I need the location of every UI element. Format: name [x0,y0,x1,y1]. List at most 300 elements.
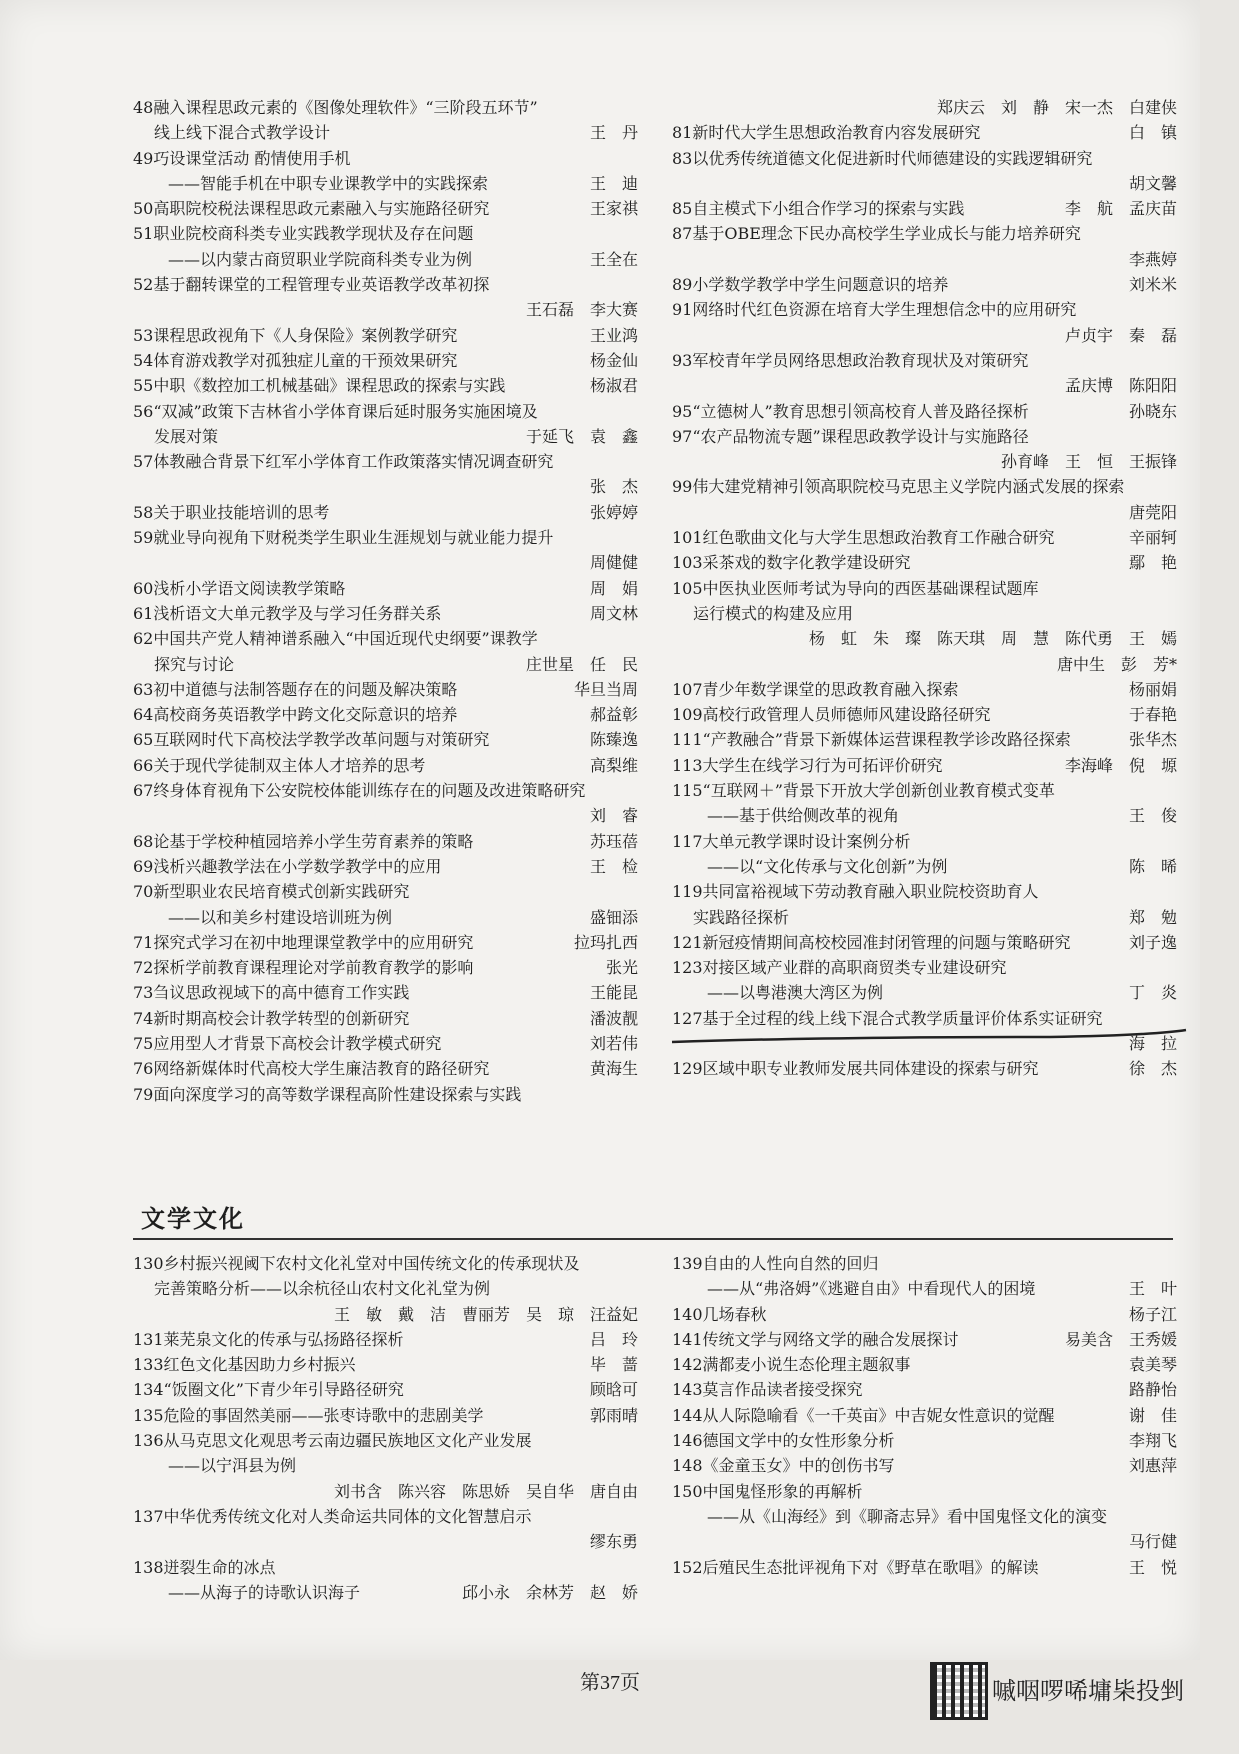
toc-entry [672,120,1177,145]
toc-entry-author: 王 检 [589,856,638,876]
toc-entry-title: 54体育游戏教学对孤独症儿童的干预效果研究 [133,350,458,370]
toc-entry-author: 盛钿添 [589,907,638,927]
toc-entry [672,778,1177,803]
toc-entry-author: 郝益彰 [589,705,638,725]
pen-underline-mark [670,1024,1190,1050]
toc-entry [133,1453,638,1478]
toc-entry-title: 131莱芜泉文化的传承与弘扬路径探析 [133,1329,404,1349]
toc-entry [133,829,638,854]
toc-entry-author: 拉玛扎西 [573,932,638,952]
toc-page-number: 70 [133,882,154,902]
toc-entry-title: ——以“文化传承与文化创新”为例 [707,856,948,876]
toc-entry [672,829,1177,854]
toc-entry-title: 138迸裂生命的冰点 [133,1557,276,1577]
toc-entry-author: 王全在 [589,249,638,269]
toc-entry [672,272,1177,297]
toc-entry [672,500,1177,525]
toc-entry [672,550,1177,575]
toc-entry [672,1529,1177,1554]
toc-entry [672,1479,1177,1504]
toc-page-number: 148 [672,1456,703,1476]
toc-entry-author: 毕 蔷 [589,1355,638,1375]
toc-page-number: 71 [133,932,154,952]
toc-entry [672,221,1177,246]
toc-entry [672,146,1177,171]
toc-entry-title: 141传统文学与网络文学的融合发展探讨 [672,1329,959,1349]
toc-entry-title: 67终身体育视角下公安院校体能训练存在的问题及改进策略研究 [133,781,586,801]
toc-page-number: 66 [133,755,154,775]
toc-entry-author: 刘 睿 [589,806,638,826]
toc-entry [133,449,638,474]
toc-entry [133,171,638,196]
toc-entry-author: 于春艳 [1128,705,1177,725]
toc-entry [672,348,1177,373]
toc-entry [133,221,638,246]
toc-entry-title: 50高职院校税法课程思政元素融入与实施路径研究 [133,199,490,219]
toc-entry-title: 线上线下混合式教学设计 [154,123,331,143]
toc-entry-title: 148《金童玉女》中的创伤书写 [672,1456,895,1476]
toc-entry-title: 113大学生在线学习行为可拓评价研究 [672,755,943,775]
toc-entry-title: ——基于供给侧改革的视角 [707,806,900,826]
toc-entry [133,1276,638,1301]
toc-page-number: 97 [672,426,693,446]
toc-entry-author: 庄世星 任 民 [525,654,638,674]
toc-entry-title: 49巧设课堂活动 酌情使用手机 [133,148,351,168]
toc-entry [133,778,638,803]
toc-page-number: 68 [133,831,154,851]
toc-entry-author: 潘波靓 [589,1008,638,1028]
toc-entry [133,550,638,575]
toc-entry-title: 62中国共产党人精神谱系融入“中国近现代史纲要”课教学 [133,629,538,649]
toc-entry [672,905,1177,930]
toc-entry-title: 74新时期高校会计教学转型的创新研究 [133,1008,410,1028]
toc-page-number: 103 [672,553,703,573]
toc-entry-author: 黄海生 [589,1059,638,1079]
toc-page-number: 136 [133,1431,164,1451]
toc-entry-title: 150中国鬼怪形象的再解析 [672,1481,863,1501]
toc-entry-title: 97“农产品物流专题”课程思政教学设计与实施路径 [672,426,1029,446]
toc-entry [672,677,1177,702]
toc-entry-author: 王 叶 [1128,1279,1177,1299]
toc-entry [133,601,638,626]
toc-page-number: 115 [672,781,703,801]
toc-entry [133,753,638,778]
toc-entry [672,702,1177,727]
toc-entry [672,576,1177,601]
toc-page-number: 62 [133,629,154,649]
toc-page-number: 73 [133,983,154,1003]
toc-entry-title: 81新时代大学生思想政治教育内容发展研究 [672,123,981,143]
toc-page-number: 89 [672,275,693,295]
toc-page-number: 143 [672,1380,703,1400]
toc-page-number: 144 [672,1405,703,1425]
toc-page-number: 152 [672,1557,703,1577]
toc-entry-title: 115“互联网＋”背景下开放大学创新创业教育模式变革 [672,781,1055,801]
toc-page-number: 65 [133,730,154,750]
toc-entry [672,652,1177,677]
toc-entry-title: 111“产教融合”背景下新媒体运营课程教学诊改路径探索 [672,730,1071,750]
toc-entry [133,1403,638,1428]
toc-entry-author: 于延飞 袁 鑫 [525,426,638,446]
toc-entry [133,702,638,727]
toc-entry-title: 66关于现代学徒制双主体人才培养的思考 [133,755,426,775]
toc-entry [133,1529,638,1554]
toc-page-number: 123 [672,958,703,978]
toc-entry-author: 易美含 王秀媛 [1064,1329,1177,1349]
toc-entry-author: 胡文馨 [1128,173,1177,193]
toc-entry [672,1352,1177,1377]
toc-entry-author: 谢 佳 [1128,1405,1177,1425]
toc-entry-author: 杨子江 [1128,1304,1177,1324]
toc-column-left [133,95,638,1107]
toc-entry-title: 136从马克思文化观思考云南边疆民族地区文化产业发展 [133,1431,532,1451]
toc-page-number: 119 [672,882,703,902]
toc-entry [672,525,1177,550]
toc-entry [133,854,638,879]
toc-entry-author: 周 娟 [589,578,638,598]
toc-entry [672,1327,1177,1352]
toc-page-number: 130 [133,1254,164,1273]
toc-entry [672,1428,1177,1453]
toc-entry-author: 缪东勇 [589,1532,638,1552]
toc-entry-title: 60浅析小学语文阅读教学策略 [133,578,346,598]
toc-entry [672,1056,1177,1081]
toc-entry [133,525,638,550]
toc-entry-title: 99伟大建党精神引领高职院校马克思主义学院内涵式发展的探索 [672,477,1125,497]
toc-entry-author: 辛丽轲 [1128,528,1177,548]
toc-page-number: 139 [672,1254,703,1273]
toc-entry-title: 142满都麦小说生态伦理主题叙事 [672,1355,911,1375]
toc-entry [672,955,1177,980]
toc-entry [133,500,638,525]
toc-entry-title: 144从人际隐喻看《一千英亩》中吉妮女性意识的觉醒 [672,1405,1055,1425]
toc-entry-author: 郭雨晴 [589,1405,638,1425]
toc-page-number: 50 [133,199,154,219]
toc-entry-title: 57体教融合背景下红军小学体育工作政策落实情况调查研究 [133,452,554,472]
toc-entry [672,424,1177,449]
toc-entry [672,1377,1177,1402]
toc-page-number: 61 [133,603,154,623]
toc-entry-author: 白 镇 [1128,123,1177,143]
toc-entry-title: 133红色文化基因助力乡村振兴 [133,1355,356,1375]
toc-entry-author: 王业鸿 [589,325,638,345]
toc-entry [133,576,638,601]
toc-entry-title: 135危险的事固然美丽——张枣诗歌中的悲剧美学 [133,1405,484,1425]
toc-entry [133,803,638,828]
toc-entry-title: 53课程思政视角下《人身保险》案例教学研究 [133,325,458,345]
toc-entry-author: 马行健 [1128,1532,1177,1552]
toc-page-number: 140 [672,1304,703,1324]
toc-entry-title: 91网络时代红色资源在培育大学生理想信念中的应用研究 [672,300,1077,320]
toc-page-number: 81 [672,123,693,143]
toc-entry-author: 李 航 孟庆苗 [1064,199,1177,219]
toc-entry-author: 路静怡 [1128,1380,1177,1400]
toc-entry-title: 56“双减”政策下吉林省小学体育课后延时服务实施困境及 [133,401,538,421]
toc-entry-author: 卢贞宇 秦 磊 [1064,325,1177,345]
toc-entry-title: 87基于OBE理念下民办高校学生学业成长与能力培养研究 [672,224,1081,244]
toc-entry-title: 76网络新媒体时代高校大学生廉洁教育的路径研究 [133,1059,490,1079]
toc-page-number: 69 [133,856,154,876]
toc-entry-title: 83以优秀传统道德文化促进新时代师德建设的实践逻辑研究 [672,148,1093,168]
toc-entry [672,753,1177,778]
toc-entry-author: 刘惠萍 [1128,1456,1177,1476]
toc-page-number: 95 [672,401,693,421]
toc-page-number: 117 [672,831,703,851]
toc-entry [133,652,638,677]
toc-entry [133,348,638,373]
toc-entry-author: 杨淑君 [589,376,638,396]
toc-page-number: 51 [133,224,154,244]
toc-page-number: 141 [672,1329,703,1349]
toc-entry-title: ——从“弗洛姆”《逃避自由》中看现代人的困境 [707,1279,1036,1299]
toc-entry-author: 王 悦 [1128,1557,1177,1577]
toc-entry [672,727,1177,752]
toc-page-number: 111 [672,730,703,750]
toc-entry-author: 高梨维 [589,755,638,775]
toc-entry-author: 张 杰 [589,477,638,497]
toc-entry-author: 刘米米 [1128,275,1177,295]
toc-page-number: 55 [133,376,154,396]
toc-entry [672,626,1177,651]
toc-entry [133,424,638,449]
toc-entry-author: 刘若伟 [589,1033,638,1053]
toc-page-number: 72 [133,958,154,978]
toc-entry-author: 华旦当周 [573,679,638,699]
toc-entry [672,399,1177,424]
page-number: 第37页 [580,1672,640,1694]
toc-entry-author: 陈 晞 [1128,856,1177,876]
toc-entry-title: ——以和美乡村建设培训班为例 [168,907,393,927]
toc-entry-title: ——以内蒙古商贸职业学院商科类专业为例 [168,249,473,269]
toc-entry [672,247,1177,272]
toc-column-left-literature [133,1251,638,1605]
toc-page-number: 58 [133,502,154,522]
toc-page-number: 49 [133,148,154,168]
toc-page-number: 53 [133,325,154,345]
toc-page-number: 57 [133,452,154,472]
toc-entry-title: 117大单元教学课时设计案例分析 [672,831,911,851]
toc-entry [672,1251,1177,1276]
toc-entry-author: 顾晗可 [589,1380,638,1400]
toc-entry [672,297,1177,322]
toc-entry [133,95,638,120]
toc-entry [672,171,1177,196]
toc-entry-title: 完善策略分析——以余杭径山农村文化礼堂为例 [154,1279,491,1299]
toc-entry [133,297,638,322]
toc-entry-title: 73刍议思政视域下的高中德育工作实践 [133,983,410,1003]
toc-page-number: 101 [672,528,703,548]
toc-entry-author: 唐中生 彭 芳* [1056,654,1177,674]
toc-entry-author: 丁 炎 [1128,983,1177,1003]
toc-entry-title: 93军校青年学员网络思想政治教育现状及对策研究 [672,350,1029,370]
toc-entry [133,1251,638,1276]
toc-entry-author: 郑 勉 [1128,907,1177,927]
toc-page-number: 83 [672,148,693,168]
toc-entry-title: 55中职《数控加工机械基础》课程思政的探索与实践 [133,376,506,396]
toc-entry [133,1056,638,1081]
toc-page-number: 142 [672,1355,703,1375]
toc-entry-title: 119共同富裕视域下劳动教育融入职业院校资助育人 [672,882,1039,902]
toc-entry [133,1031,638,1056]
toc-page-number: 127 [672,1008,703,1028]
toc-entry-title: 65互联网时代下高校法学教学改革问题与对策研究 [133,730,490,750]
toc-entry-title: 95“立德树人”教育思想引领高校育人普及路径探析 [672,401,1029,421]
toc-page-number: 131 [133,1329,164,1349]
toc-entry-title: 48融入课程思政元素的《图像处理软件》“三阶段五环节” [133,98,538,117]
toc-entry [133,1479,638,1504]
toc-entry [133,146,638,171]
toc-entry [672,1555,1177,1580]
toc-entry-title: 123对接区域产业群的高职商贸类专业建设研究 [672,958,1007,978]
toc-entry-title: 63初中道德与法制答题存在的问题及解决策略 [133,679,458,699]
toc-entry-title: 107青少年数学课堂的思政教育融入探索 [672,679,959,699]
toc-entry-author: 刘书含 陈兴容 陈思娇 吴自华 唐自由 [333,1481,638,1501]
toc-page-number: 74 [133,1008,154,1028]
toc-entry-author: 唐莞阳 [1128,502,1177,522]
toc-page-number: 150 [672,1481,703,1501]
toc-column-right [672,95,1177,1082]
toc-entry-author: 孟庆博 陈阳阳 [1064,376,1177,396]
toc-page-number: 75 [133,1033,154,1053]
toc-entry-title: 121新冠疫情期间高校校园准封闭管理的问题与策略研究 [672,932,1071,952]
toc-entry-title: 69浅析兴趣教学法在小学数学教学中的应用 [133,856,442,876]
toc-page-number: 105 [672,578,703,598]
toc-entry [133,247,638,272]
toc-entry-title: 实践路径探析 [693,907,790,927]
toc-page-number: 93 [672,350,693,370]
toc-entry [133,727,638,752]
toc-page-number: 48 [133,98,154,117]
toc-entry-author: 杨丽娟 [1128,679,1177,699]
toc-entry [672,1453,1177,1478]
toc-entry-title: 72探析学前教育课程理论对学前教育教学的影响 [133,958,474,978]
toc-page-number: 146 [672,1431,703,1451]
toc-entry-author: 陈臻逸 [589,730,638,750]
toc-entry-title: 140几场春秋 [672,1304,767,1324]
toc-column-right-literature [672,1251,1177,1580]
toc-entry-title: 134“饭圈文化”下青少年引导路径研究 [133,1380,404,1400]
toc-entry-author: 孙晓东 [1128,401,1177,421]
toc-page-number: 129 [672,1059,703,1079]
toc-entry-author: 刘子逸 [1128,932,1177,952]
toc-entry-author: 王 俊 [1128,806,1177,826]
toc-entry [672,1504,1177,1529]
toc-entry-title: 89小学数学教学中学生问题意识的培养 [672,275,949,295]
toc-entry [672,474,1177,499]
toc-entry [133,1580,638,1605]
toc-entry-title: 59就业导向视角下财税类学生职业生涯规划与就业能力提升 [133,528,554,548]
toc-page-number: 133 [133,1355,164,1375]
toc-entry-author: 王家祺 [589,199,638,219]
toc-entry [133,1006,638,1031]
toc-page-number: 113 [672,755,703,775]
watermark-text: 嘁咽啰唏墉枈投剉 [992,1677,1184,1705]
toc-entry [133,1352,638,1377]
toc-page-number: 107 [672,679,703,699]
toc-entry-author: 李翔飞 [1128,1431,1177,1451]
toc-entry-title: 129区域中职专业教师发展共同体建设的探索与研究 [672,1059,1039,1079]
toc-page-number: 138 [133,1557,164,1577]
toc-entry-title: 146德国文学中的女性形象分析 [672,1431,895,1451]
toc-entry-title: 130乡村振兴视阈下农村文化礼堂对中国传统文化的传承现状及 [133,1254,580,1273]
toc-page-number: 54 [133,350,154,370]
toc-entry-author: 张婷婷 [589,502,638,522]
toc-entry [672,373,1177,398]
toc-entry-title: 75应用型人才背景下高校会计教学模式研究 [133,1033,442,1053]
toc-entry-title: ——智能手机在中职专业课教学中的实践探索 [168,173,489,193]
toc-page-number: 85 [672,199,693,219]
toc-entry [133,1302,638,1327]
toc-entry [672,1403,1177,1428]
toc-entry-title: 51职业院校商科类专业实践教学现状及存在问题 [133,224,474,244]
toc-page-number: 99 [672,477,693,497]
toc-entry-author: 吕 玲 [589,1329,638,1349]
toc-entry [133,1377,638,1402]
toc-entry-author: 王能昆 [589,983,638,1003]
toc-entry-author: 杨金仙 [589,350,638,370]
toc-entry [672,196,1177,221]
toc-entry-title: 127基于全过程的线上线下混合式教学质量评价体系实证研究 [672,1008,1103,1028]
toc-entry-title: 85自主模式下小组合作学习的探索与实践 [672,199,965,219]
toc-entry [672,854,1177,879]
toc-entry [133,1327,638,1352]
qr-code-icon [930,1662,988,1720]
toc-entry-author: 杨 虹 朱 璨 陈天琪 周 慧 陈代勇 王 嫣 [808,629,1177,649]
toc-entry-title: 71探究式学习在初中地理课堂教学中的应用研究 [133,932,474,952]
toc-page-number: 134 [133,1380,164,1400]
toc-entry-title: 58关于职业技能培训的思考 [133,502,330,522]
toc-page-number: 121 [672,932,703,952]
toc-entry-author: 周文林 [589,603,638,623]
toc-page-number: 52 [133,275,154,295]
toc-entry [133,955,638,980]
toc-entry-title: ——从海子的诗歌认识海子 [168,1582,361,1602]
toc-page-number: 59 [133,528,154,548]
toc-entry [672,95,1177,120]
toc-entry [133,1082,638,1107]
toc-entry [133,373,638,398]
toc-page-number: 87 [672,224,693,244]
toc-entry-title: 运行模式的构建及应用 [693,603,854,623]
toc-page-number: 63 [133,679,154,699]
toc-page-number: 137 [133,1506,164,1526]
toc-entry-title: 152后殖民生态批评视角下对《野草在歌唱》的解读 [672,1557,1039,1577]
toc-entry [672,930,1177,955]
toc-entry [672,803,1177,828]
toc-entry-title: 70新型职业农民培育模式创新实践研究 [133,882,410,902]
toc-entry-title: 103采茶戏的数字化教学建设研究 [672,553,911,573]
toc-page-number: 79 [133,1084,154,1104]
toc-entry [133,1428,638,1453]
toc-entry-title: 79面向深度学习的高等数学课程高阶性建设探索与实践 [133,1084,522,1104]
toc-entry-author: 李海峰 倪 塬 [1064,755,1177,775]
toc-entry-title: 68论基于学校种植园培养小学生劳育素养的策略 [133,831,474,851]
section-title: 文学文化 [141,1205,245,1233]
toc-entry-author: 郑庆云 刘 静 宋一杰 白建侠 [936,98,1177,117]
toc-entry [672,1302,1177,1327]
toc-entry-author: 苏珏蓓 [589,831,638,851]
toc-page-number: 135 [133,1405,164,1425]
toc-entry-title: ——以粤港澳大湾区为例 [707,983,884,1003]
toc-entry [133,196,638,221]
toc-entry-author: 邱小永 余林芳 赵 娇 [461,1582,638,1602]
toc-entry-author: 王 敏 戴 洁 曹丽芳 吴 琼 汪益妃 [333,1304,638,1324]
toc-page-number: 56 [133,401,154,421]
toc-entry-author: 王 丹 [589,123,638,143]
toc-entry-author: 周健健 [589,553,638,573]
toc-entry [133,1555,638,1580]
toc-entry [133,474,638,499]
